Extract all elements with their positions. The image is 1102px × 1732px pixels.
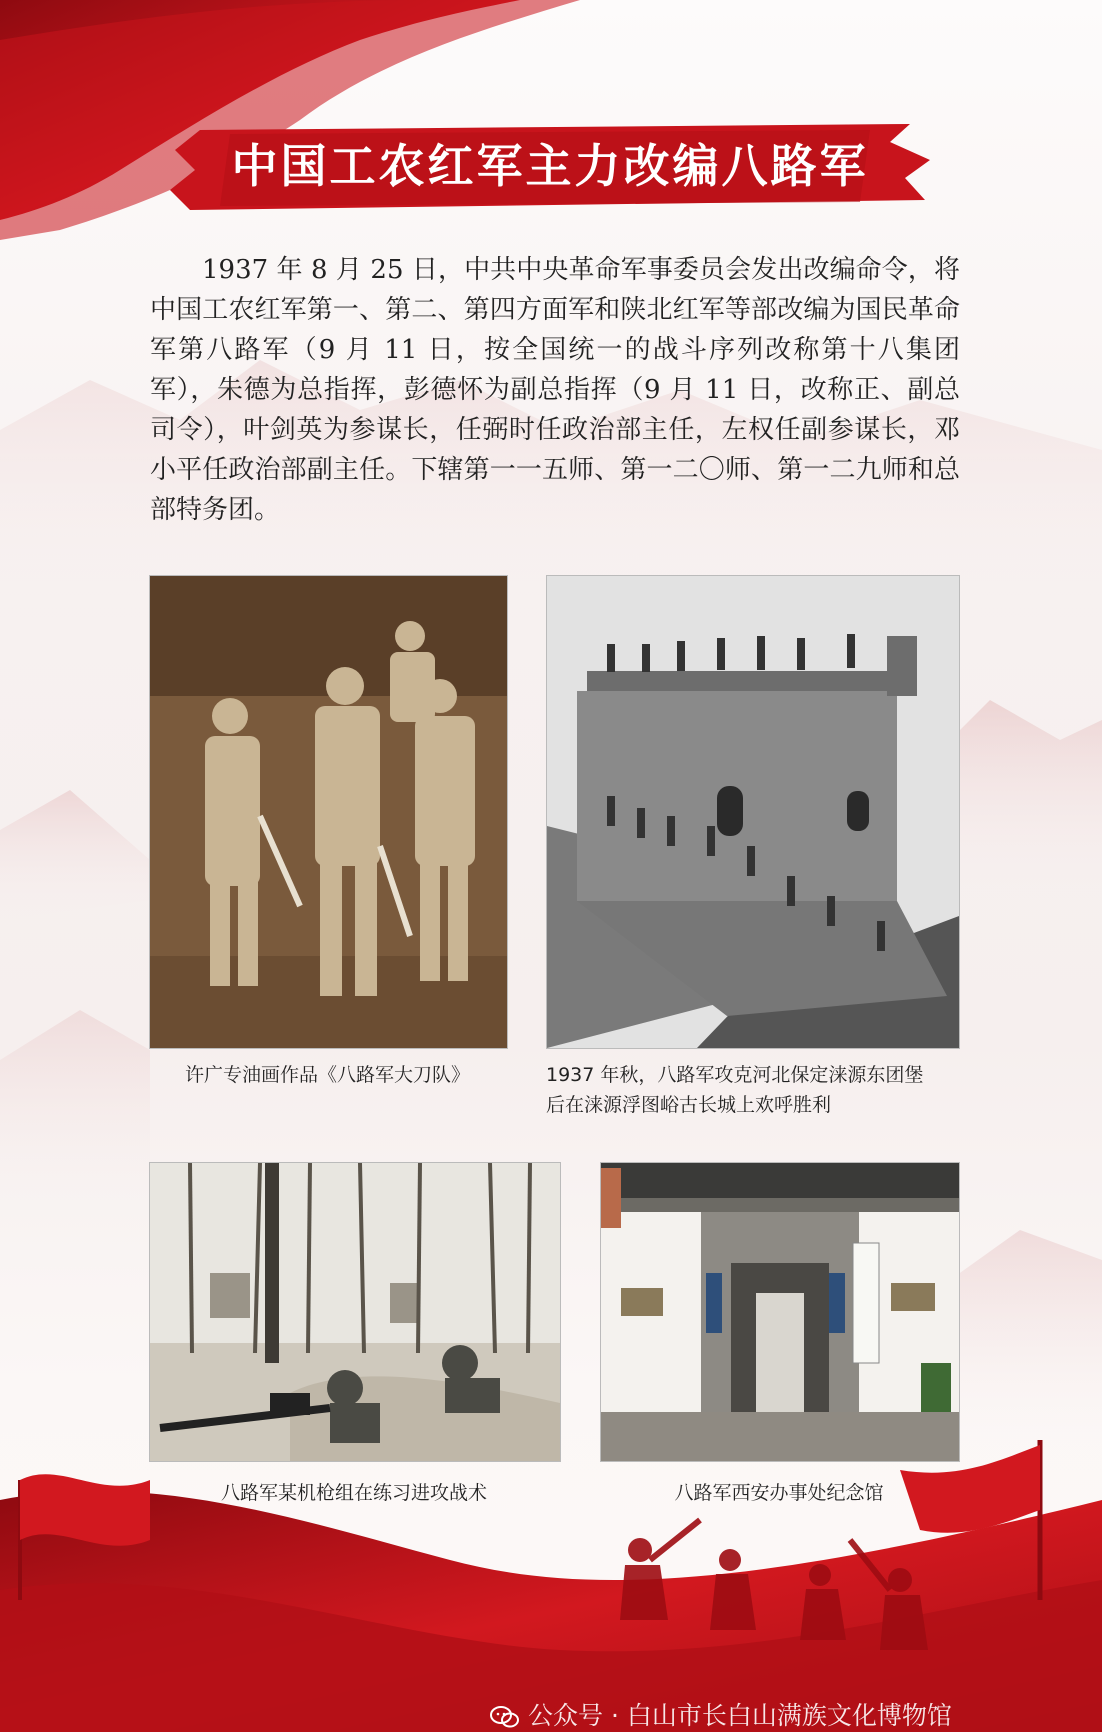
caption-memorial-hall: 八路军西安办事处纪念馆 <box>674 1482 884 1504</box>
caption-great-wall <box>546 1060 966 1120</box>
photo-great-wall <box>546 575 960 1049</box>
footer-text: 公众号 · 白山市长白山满族文化博物馆 <box>528 1701 952 1730</box>
memorial-hall-gate-photo-icon <box>601 1163 959 1461</box>
body-paragraph <box>150 250 960 530</box>
body-text: 1937 年 8 月 25 日，中共中央革命军事委员会发出改编命令，将中国工农红军第一、第二、第四方面军和陕北红军等部改编为国民革命军第八路军（9 月 11 日，按全国统一的战斗序列改称第十八集团军），朱德为总指挥，彭德怀为副总指挥（9 月 11 日，改称正、副总司令），叶剑英为参谋长，任弼时任政治部主任，左权任副参谋长，邓小平任政治部副主任。下辖第一一五师、第一二〇师、第一二九师和总部特务团。 <box>150 255 960 525</box>
machine-gun-crew-photo-icon <box>150 1163 560 1461</box>
caption-oil-painting: 许广专油画作品《八路军大刀队》 <box>184 1064 470 1086</box>
wechat-icon <box>490 1705 520 1729</box>
great-wall-tower-photo-icon <box>547 576 959 1048</box>
caption-machine-gun: 八路军某机枪组在练习进攻战术 <box>220 1482 487 1504</box>
photo-oil-painting <box>149 575 508 1049</box>
caption-great-wall-line1: 1937 年秋，八路军攻克河北保定涞源东团堡 <box>546 1064 924 1086</box>
footer-watermark <box>490 1700 952 1732</box>
caption-great-wall-line2: 后在涞源浮图峪古长城上欢呼胜利 <box>546 1094 832 1116</box>
page-title: 中国工农红军主力改编八路军 <box>231 139 869 193</box>
photo-machine-gun <box>149 1162 561 1462</box>
photo-memorial-hall <box>600 1162 960 1462</box>
oil-painting-soldiers-icon <box>150 576 507 1048</box>
